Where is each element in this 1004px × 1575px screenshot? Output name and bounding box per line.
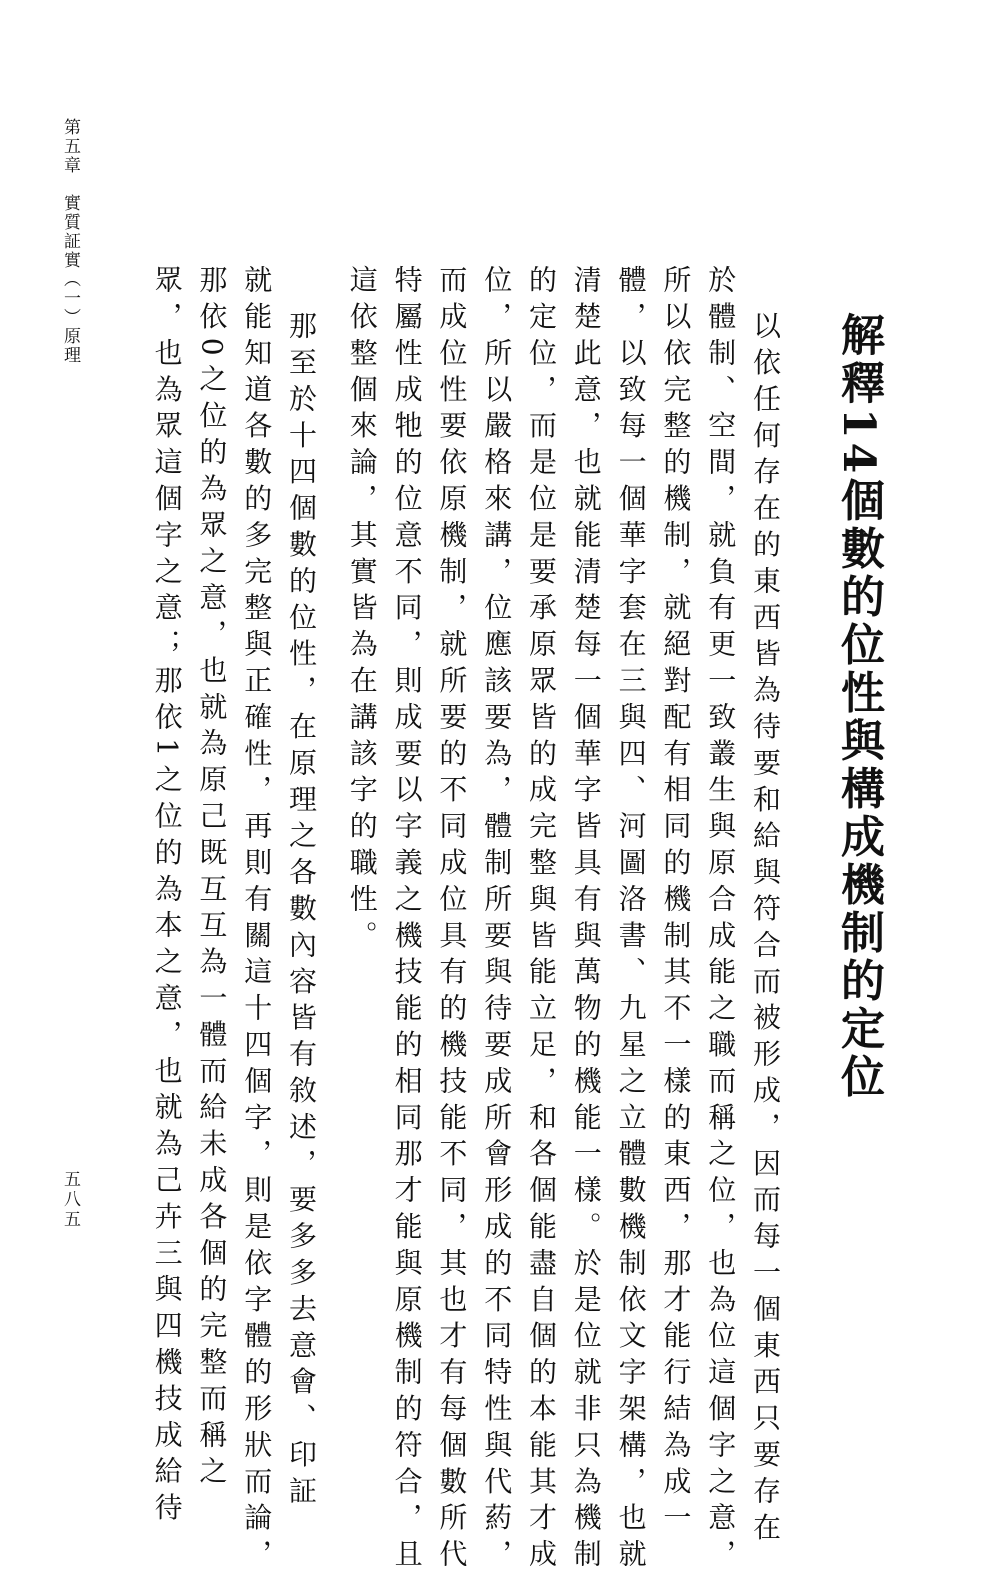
text-column: 所以依完整的機制，就絕對配有相同的機制其不一樣的東西，那才能行結為成一 <box>659 265 693 1539</box>
running-title: 第五章 實質証實（一）原理 <box>60 118 80 365</box>
text-column: 的定位，而是位是要承原眾皆的成完整與皆能立足，和各個能盡自個的本能其才成 <box>525 265 558 1575</box>
text-column: 體，以致每一個華字套在三與四、河圖洛書、九星之立體數機制依文字架構，也就 <box>614 265 648 1575</box>
text-column: 以依任何存在的東西皆為待要和給與符合而被形成，因而每一個東西只要存在 <box>749 311 782 1549</box>
article-title: 解釋14個數的位性與構成機制的定位 <box>833 312 884 1102</box>
text-column: 而成位性要依原機制，就所要的不同成位具有的機技能不同，其也才有每個數所代 <box>435 265 469 1575</box>
text-column: 眾，也為眾這個字之意；那依1之位的為本之意，也就為己卉三與四機技成給待 <box>150 265 184 1529</box>
text-column: 於體制、空間，就負有更一致叢生與原合成能之職而稱之位，也為位這個字之意， <box>704 265 738 1575</box>
text-column: 那至於十四個數的位性，在原理之各數內容皆有敘述，要多多去意會、印証 <box>285 311 318 1513</box>
text-column: 就能知道各數的多完整與正確性，再則有關這十四個字，則是依字體的形狀而論， <box>240 265 274 1575</box>
text-column: 位，所以嚴格來講，位應該要為，體制所要與待要成所會形成的不同特性與代葯， <box>480 265 514 1575</box>
text-column: 特屬性成牠的位意不同，則成要以字義之機技能的相同那才能與原機制的符合，且 <box>390 265 424 1575</box>
text-column: 這依整個來論，其實皆為在講該字的職性。 <box>345 265 379 957</box>
text-column: 清楚此意，也就能清楚每一個華字皆具有與萬物的機能一樣。於是位就非只為機制 <box>569 265 603 1575</box>
page-number: 五八五 <box>60 1170 80 1230</box>
text-column: 那依0之位的為眾之意，也就為原己既互互為一體而給未成各個的完整而稱之 <box>195 265 229 1493</box>
